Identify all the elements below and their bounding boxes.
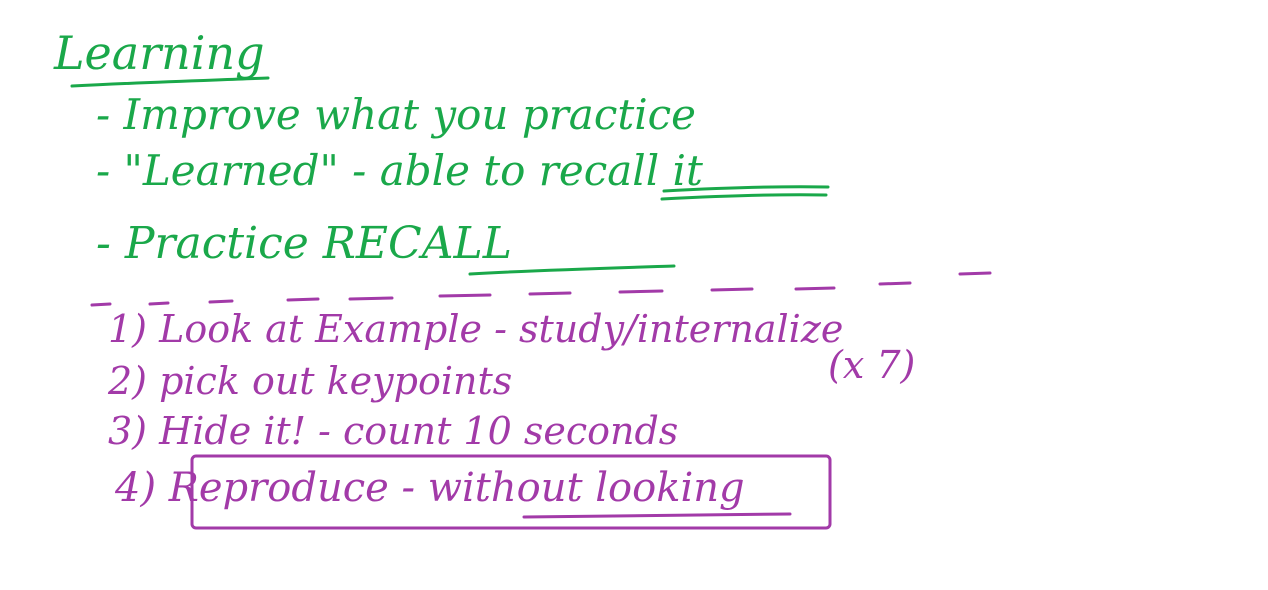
green-point-3: - Practice RECALL [96, 218, 512, 269]
green-point-1: - Improve what you practice [96, 90, 697, 139]
step-3: 3) Hide it! - count 10 seconds [108, 409, 679, 453]
step-2: 2) pick out keypoints [108, 359, 513, 403]
notes-title: Learning [54, 26, 265, 80]
step-1-repeat-note: (x 7) [828, 343, 916, 387]
dashed-separator [92, 273, 990, 305]
step-4-underline [524, 514, 790, 517]
step-4: 4) Reproduce - without looking [115, 465, 745, 511]
recall-it-underline-2 [662, 195, 826, 199]
step-1: 1) Look at Example - study/internalize [108, 307, 844, 351]
green-point-2: - "Learned" - able to recall it [96, 146, 703, 195]
